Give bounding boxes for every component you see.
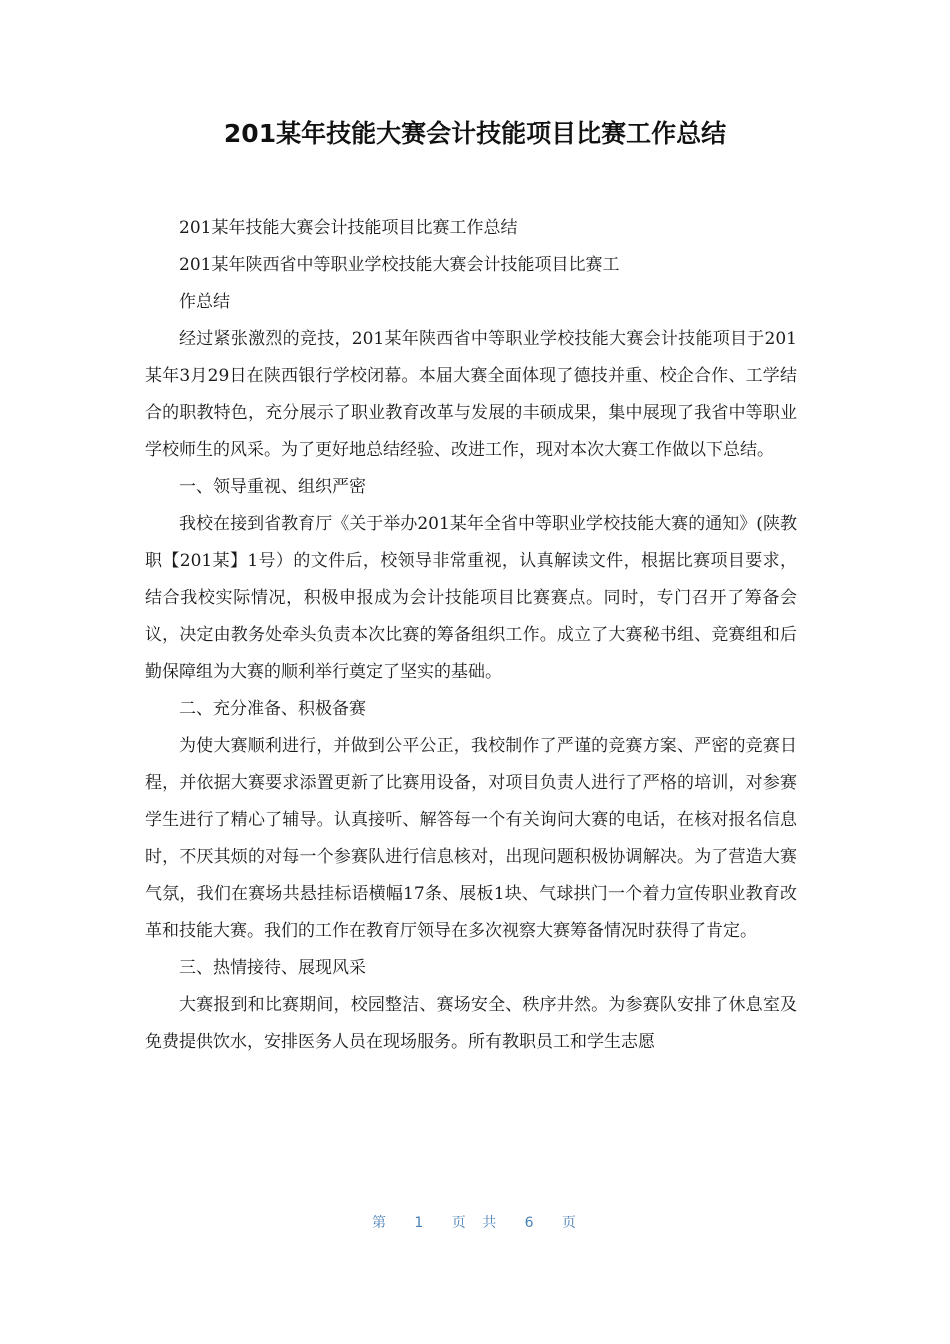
section-heading-3: 三、热情接待、展现风采 bbox=[179, 958, 366, 978]
footer-label-end: 页 bbox=[562, 1215, 579, 1231]
footer-label-page: 第 bbox=[371, 1215, 388, 1231]
paragraph-section-1: 我校在接到省教育厅《关于举办201某年全省中等职业学校技能大赛的通知》(陕教职【201某】1号）的文件后，校领导非常重视，认真解读文件，根据比赛项目要求，结合我校实际情况，积极申报成为会计技能项目比赛赛点。同时，专门召开了筹备会议，决定由教务处牵头负责本次比赛的筹备组织工作。成立了大赛秘书组、竞赛组和后勤保障组为大赛的顺利举行奠定了坚实的基础。 bbox=[145, 514, 797, 682]
footer-label-of: 页 共 bbox=[451, 1215, 499, 1231]
paragraph-section-2: 为使大赛顺利进行，并做到公平公正，我校制作了严谨的竞赛方案、严密的竞赛日程，并依据大赛要求添置更新了比赛用设备，对项目负责人进行了严格的培训，对参赛学生进行了精心了辅导。认真接听、解答每一个有关询问大赛的电话，在核对报名信息时，不厌其烦的对每一个参赛队进行信息核对，出现问题积极协调解决。为了营造大赛气氛，我们在赛场共悬挂标语横幅17条、展板1块、气球拱门一个着力宣传职业教育改革和技能大赛。我们的工作在教育厅领导在多次视察大赛筹备情况时获得了肯定。 bbox=[145, 736, 797, 941]
section-heading-2: 二、充分准备、积极备赛 bbox=[179, 699, 366, 719]
paragraph-heading-line-1: 201某年陕西省中等职业学校技能大赛会计技能项目比赛工 bbox=[179, 255, 620, 275]
footer-total-pages: 6 bbox=[524, 1215, 536, 1231]
page-footer bbox=[0, 1212, 950, 1232]
paragraph-intro: 经过紧张激烈的竞技，201某年陕西省中等职业学校技能大赛会计技能项目于201某年3月29日在陕西银行学校闭幕。本届大赛全面体现了德技并重、校企合作、工学结合的职教特色，充分展示了职业教育改革与发展的丰硕成果，集中展现了我省中等职业学校师生的风采。为了更好地总结经验、改进工作，现对本次大赛工作做以下总结。 bbox=[145, 329, 797, 460]
section-heading-1: 一、领导重视、组织严密 bbox=[179, 477, 366, 497]
paragraph-heading-line-2: 作总结 bbox=[179, 292, 230, 312]
paragraph-section-3: 大赛报到和比赛期间，校园整洁、赛场安全、秩序井然。为参赛队安排了休息室及免费提供饮水，安排医务人员在现场服务。所有教职员工和学生志愿 bbox=[145, 995, 797, 1052]
document-body bbox=[145, 210, 797, 1061]
footer-current-page: 1 bbox=[414, 1215, 426, 1231]
document-title: 201某年技能大赛会计技能项目比赛工作总结 bbox=[223, 119, 727, 148]
paragraph-subtitle: 201某年技能大赛会计技能项目比赛工作总结 bbox=[179, 218, 518, 238]
